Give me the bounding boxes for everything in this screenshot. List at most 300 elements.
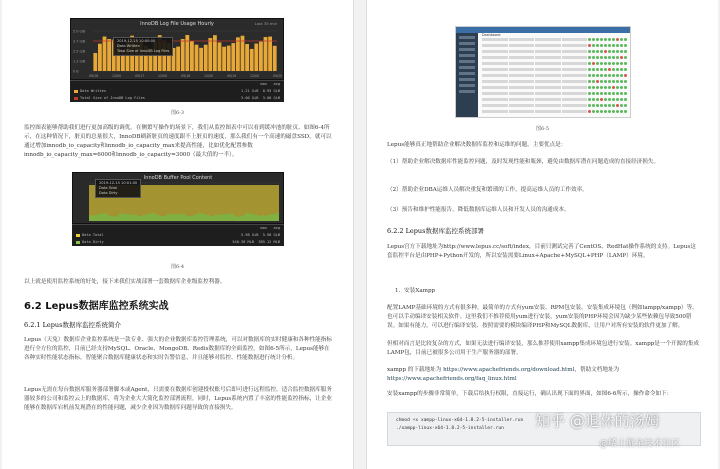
dashboard-cell — [509, 56, 535, 59]
series-name: Data Total — [82, 233, 104, 237]
status-dot — [620, 80, 623, 83]
status-dot — [600, 56, 603, 59]
dashboard-cell — [482, 104, 508, 107]
bar-series — [71, 19, 285, 81]
download-line — [387, 366, 701, 384]
status-dot — [620, 50, 623, 53]
chart-title: InnoDB Log File Usage Hourly — [140, 21, 214, 27]
subsection-heading: 6.2.2 Lepus数据库监控系统部署 — [387, 227, 484, 235]
bar — [245, 44, 249, 71]
figure3-legend-table — [70, 80, 284, 102]
status-dot — [612, 80, 615, 83]
bar — [227, 46, 231, 71]
legend-row — [72, 232, 284, 239]
status-dot — [596, 86, 599, 89]
status-dot — [604, 80, 607, 83]
status-dot — [596, 80, 599, 83]
bar — [254, 44, 258, 71]
chart-title: InnoDB Buffer Pool Content — [143, 175, 213, 181]
x-tick-label: 09/18 — [181, 74, 191, 78]
dashboard-cell — [535, 86, 561, 89]
x-tick-label: 12/00 — [158, 74, 168, 78]
status-dot — [588, 86, 591, 89]
dashboard-row — [482, 109, 627, 114]
status-dot — [600, 104, 603, 107]
status-dot — [612, 68, 615, 71]
paragraph: 安装xampp的步骤非常简单，下载后给执行权限，直接运行，确认出现下面的界面，如图6-6所示，操作命令如下： — [387, 391, 673, 397]
y-tick-label: 5.0 GiB — [73, 29, 86, 34]
dashboard-cell — [509, 62, 535, 65]
status-dot — [612, 44, 615, 47]
dashboard-cell — [535, 74, 561, 77]
status-dot — [604, 74, 607, 77]
dashboard-cell — [482, 92, 508, 95]
status-dot — [596, 92, 599, 95]
status-dot — [616, 80, 619, 83]
watermark-zhihu: 知乎 @退休的汤姆 — [535, 412, 660, 430]
paragraph: 配置LAMP基础环境的方式有很多种，最简单的方式有yum安装、RPM包安装、安装集成环境包（例如lampp/xampp）等。也可以手动编译安装相关软件。这里我们不推荐使用yum进行安装，yum安装的PHP环境会因为缺少某些依赖包导致500错误。如果有能力，可以进行编译安装、按照需要的模块编译PHP和MySQL数据库，让用户对所有安装的软件更加了解。 — [387, 305, 698, 329]
status-dot — [612, 50, 615, 53]
y-tick-label: 2.5 GiB — [73, 49, 86, 54]
bar — [208, 38, 212, 71]
status-dot — [620, 68, 623, 71]
dashboard-cell — [535, 50, 561, 53]
dashboard-cell — [509, 38, 535, 41]
status-dot — [604, 86, 607, 89]
status-dot — [620, 62, 623, 65]
status-dot — [588, 74, 591, 77]
status-dot — [592, 68, 595, 71]
col-max: max — [260, 226, 267, 230]
series-avg: 5.98 GiB — [262, 233, 280, 237]
hover-tooltip — [95, 179, 141, 198]
paragraph: 监控图表能够帮助我们进行更加高级的调优。在侧繁写操作的场景下，我们从监控图表中可以看到缓冲池的脏页、如图6-4所示，在这种情况下，脏页的总量很大，InnoDB刷新脏页的速度跟不上脏页的速度，那么我们有一个高速的磁盘SSD，就可以通过增加innodb_io_capacity和innodb_io_capacity_max来提高性能，比如优化配置参数innodb_io_capacity_max=6000和innodb_io_capacity=3000（最大值的一半）。 — [24, 125, 332, 158]
dashboard-cell — [562, 62, 588, 65]
status-dot — [624, 74, 627, 77]
status-dot — [624, 86, 627, 89]
status-dot — [624, 98, 627, 101]
status-dot — [604, 50, 607, 53]
figure4-legend-table — [72, 224, 284, 246]
status-dot — [596, 74, 599, 77]
x-tick-label: 12/00 — [112, 74, 122, 78]
status-dot — [604, 92, 607, 95]
dashboard-cell — [509, 80, 535, 83]
status-dot — [616, 92, 619, 95]
dashboard-cell — [482, 62, 508, 65]
dashboard-cell — [482, 98, 508, 101]
bar — [236, 37, 240, 71]
lepus-dashboard-screenshot — [455, 26, 631, 118]
dashboard-cell — [562, 74, 588, 77]
dashboard-cell — [562, 80, 588, 83]
dashboard-row — [482, 97, 627, 102]
status-dot — [600, 74, 603, 77]
series-max: 540.38 MiB — [232, 240, 255, 244]
status-dot — [596, 56, 599, 59]
legend-row — [72, 239, 284, 246]
series-name: Data Written — [80, 89, 106, 93]
dashboard-cell — [509, 92, 535, 95]
bar — [213, 35, 217, 71]
status-dot — [592, 98, 595, 101]
status-dot — [608, 80, 611, 83]
status-dot — [616, 104, 619, 107]
status-dot — [604, 98, 607, 101]
bar — [185, 35, 189, 71]
status-dot — [608, 68, 611, 71]
bar — [190, 41, 194, 71]
status-dot — [588, 92, 591, 95]
series-avg: 3.00 GiB — [262, 96, 280, 100]
bar — [204, 45, 208, 71]
paragraph: 但相对而言是比较复杂的方式，如果无法进行编译安装，那么推荐使用xampp集成环境包进行安装。xampp是一个开源的集成LAMP包，目前已被很多公司用于生产服务器的部署。 — [387, 341, 700, 356]
legend-row — [70, 95, 284, 102]
dashboard-row — [482, 85, 627, 90]
status-dot — [600, 68, 603, 71]
dashboard-cell — [482, 74, 508, 77]
status-dot — [624, 104, 627, 107]
paragraph: 以上就是使用监控系统的好处，接下来我们实战部署一套数据库企业级监控利器。 — [24, 279, 226, 285]
status-dot — [592, 56, 595, 59]
dashboard-cell — [509, 50, 535, 53]
status-dot — [620, 56, 623, 59]
x-tick-label: 12/00 — [204, 74, 214, 78]
series-max: 3.00 GiB — [241, 96, 259, 100]
status-dot — [620, 92, 623, 95]
section-heading: 6.2 Lepus数据库监控系统实战 — [24, 301, 169, 312]
status-dot — [588, 80, 591, 83]
dashboard-cell — [562, 68, 588, 71]
dashboard-cell — [535, 44, 561, 47]
status-dot — [624, 110, 627, 113]
status-dot — [608, 104, 611, 107]
dashboard-cell — [482, 86, 508, 89]
status-dot — [600, 92, 603, 95]
step-heading: 1．安装Xampp — [395, 288, 436, 294]
status-dot — [624, 80, 627, 83]
bar — [103, 37, 107, 71]
x-tick-label: 09/17 — [135, 74, 145, 78]
code-line: ./xampp-linux-x64-1.8.2-5-installer.run — [396, 426, 504, 431]
status-dot — [588, 38, 591, 41]
dashboard-cell — [535, 110, 561, 113]
dashboard-cell — [535, 92, 561, 95]
bar — [195, 45, 199, 71]
y-tick-label: 1.2 GiB — [73, 59, 86, 64]
status-dot — [604, 62, 607, 65]
chart-legend-note: Last 35 min — [254, 21, 277, 26]
x-tick-label: 09/19 — [227, 74, 237, 78]
y-tick-label: 0 B — [73, 69, 79, 74]
dashboard-row — [482, 79, 627, 84]
x-tick-label: 12/00 — [250, 74, 260, 78]
status-dot — [616, 62, 619, 65]
dashboard-cell — [509, 68, 535, 71]
status-dot — [624, 56, 627, 59]
bar — [98, 44, 102, 71]
status-dot — [612, 92, 615, 95]
dashboard-cell — [509, 98, 535, 101]
status-dot — [604, 68, 607, 71]
dashboard-cell — [562, 98, 588, 101]
paragraph: Lepus（天兔）数据库企业监控系统是一款专业、强大的企业数据库监控管理系统，可以对数据库的实时健康和各种性能指标进行全方位的监控，目前已经支持MySQL、Oracle、MongoDB、Redis数据库的全面监控。如图6-5所示，Lepus能够在各种实时性能状态指标，智能聚合数据库健康状态和实时告警信息，并且能够对监控、性能数据进行统计分析。 — [24, 337, 332, 361]
status-dot — [624, 44, 627, 47]
status-dot — [620, 86, 623, 89]
status-dot — [624, 92, 627, 95]
dashboard-row — [482, 55, 627, 60]
status-dot — [604, 110, 607, 113]
dashboard-cell — [509, 44, 535, 47]
dashboard-cell — [482, 38, 508, 41]
dashboard-cell — [509, 74, 535, 77]
status-dot — [596, 44, 599, 47]
hover-tooltip — [113, 37, 173, 56]
status-dot — [612, 104, 615, 107]
figure-innodb-log-usage-chart — [70, 18, 284, 80]
bar — [218, 42, 222, 71]
status-dot — [612, 56, 615, 59]
status-dot — [624, 38, 627, 41]
status-dot — [608, 44, 611, 47]
status-dot — [616, 98, 619, 101]
tooltip-line: Data Dirty — [99, 191, 118, 195]
tooltip-time: 2019-12-15 10:00:00 — [117, 39, 156, 43]
status-dot — [604, 56, 607, 59]
bar — [259, 42, 263, 71]
dashboard-cell — [482, 80, 508, 83]
status-dot — [620, 44, 623, 47]
dashboard-cell — [562, 104, 588, 107]
dashboard-row — [482, 49, 627, 54]
dashboard-cell — [509, 104, 535, 107]
status-dot — [592, 104, 595, 107]
bar — [181, 39, 185, 71]
dashboard-cell — [562, 38, 588, 41]
subsection-heading: 6.2.1 Lepus数据库监控系统简介 — [24, 321, 121, 329]
figure-caption: 图6-3 — [170, 110, 185, 116]
status-dot — [600, 86, 603, 89]
col-max: max — [260, 82, 267, 86]
bar — [107, 39, 111, 71]
status-dot — [596, 68, 599, 71]
series-swatch — [74, 90, 78, 93]
doc-link[interactable]: https://www.apachefriends.org/faq_linux.html — [387, 376, 517, 382]
status-dot — [596, 110, 599, 113]
status-dot — [624, 62, 627, 65]
dashboard-row — [482, 73, 627, 78]
status-dot — [588, 62, 591, 65]
paragraph: Lepus官方下载地址为http://www.lepus.cc/soft/index，目前只测试完善了CentOS、RedHat操作系统的支持。Lepus这套监控平台是由PHP+Python开发的，所以安装需要Linux+Apache+MySQL+PHP（LAMP）环境。 — [387, 244, 696, 259]
dashboard-row — [482, 37, 627, 42]
status-dot — [612, 38, 615, 41]
dashboard-cell — [562, 110, 588, 113]
dashboard-row — [482, 61, 627, 66]
tooltip-time: 2019-12-15 10:01:00 — [99, 181, 138, 185]
status-dot — [612, 86, 615, 89]
doc-prefix: ，帮助文档地址为 — [574, 367, 620, 373]
status-dot — [616, 86, 619, 89]
x-tick-label: 09/16 — [89, 74, 99, 78]
status-dot — [616, 44, 619, 47]
download-link[interactable]: https://www.apachefriends.org/download.html — [443, 367, 575, 373]
status-dot — [608, 98, 611, 101]
col-avg: avg — [273, 82, 280, 86]
dashboard-cell — [562, 44, 588, 47]
dashboard-cell — [482, 56, 508, 59]
status-dot — [608, 50, 611, 53]
status-dot — [608, 62, 611, 65]
status-dot — [608, 110, 611, 113]
dashboard-cell — [535, 62, 561, 65]
series-max: 5.98 GiB — [241, 233, 259, 237]
status-dot — [600, 50, 603, 53]
status-dot — [588, 56, 591, 59]
status-dot — [624, 68, 627, 71]
status-dot — [616, 38, 619, 41]
status-dot — [592, 44, 595, 47]
dashboard-cell — [509, 110, 535, 113]
status-dot — [608, 74, 611, 77]
figure-buffer-pool-chart — [72, 172, 284, 224]
status-dot — [616, 74, 619, 77]
status-dot — [608, 92, 611, 95]
x-tick-label: 09/20 — [273, 74, 283, 78]
download-prefix: xampp 的下载地址为 — [387, 367, 442, 373]
bar — [199, 48, 203, 71]
dashboard-row — [482, 103, 627, 108]
dashboard-title: Dashboard — [482, 33, 501, 37]
dashboard-cell — [562, 56, 588, 59]
status-dot — [616, 68, 619, 71]
status-dot — [588, 98, 591, 101]
status-dot — [608, 86, 611, 89]
status-dot — [588, 104, 591, 107]
status-dot — [612, 74, 615, 77]
dashboard-cell — [482, 110, 508, 113]
dashboard-cell — [535, 104, 561, 107]
status-dot — [592, 86, 595, 89]
status-dot — [592, 62, 595, 65]
status-dot — [596, 104, 599, 107]
dashboard-cell — [562, 50, 588, 53]
bar — [222, 47, 226, 71]
y-tick-label: 3.7 GiB — [73, 39, 86, 44]
status-dot — [588, 110, 591, 113]
paragraph: Lepus无需在每台数据库服务器部署脚本或Agent，只需要在数据库创建授权账号后即可进行远程监控，适合监控数据库服务器较多的公司和监控云上的数据库，将为企业大大简化监控部署流程。同时，Lepus系统内置了丰富的性能监控指标，让企业能够在数据库宕机前发现潜在的性能问题，减少企业因为数据库问题导致的直接损失。 — [24, 387, 332, 411]
status-dot — [588, 68, 591, 71]
series-name: Data Dirty — [82, 240, 104, 244]
status-dot — [592, 110, 595, 113]
status-dot — [600, 62, 603, 65]
dashboard-cell — [535, 80, 561, 83]
status-dot — [600, 98, 603, 101]
dashboard-cell — [535, 56, 561, 59]
status-dot — [620, 110, 623, 113]
status-dot — [588, 50, 591, 53]
status-dot — [612, 98, 615, 101]
bar — [250, 49, 254, 71]
dashboard-cell — [562, 92, 588, 95]
status-dot — [616, 56, 619, 59]
status-dot — [608, 38, 611, 41]
series-name: Total Size of InnoDB Log Files — [80, 96, 145, 100]
status-dot — [604, 38, 607, 41]
dashboard-cell — [482, 68, 508, 71]
legend-row — [70, 88, 284, 95]
dashboard-cell — [535, 38, 561, 41]
figure-caption: 图6-5 — [535, 126, 550, 132]
dashboard-cell — [535, 98, 561, 101]
col-avg: avg — [273, 226, 280, 230]
status-dot — [608, 56, 611, 59]
dashboard-row — [482, 43, 627, 48]
list-item: （3）预告和维护性能报告，降低数据库运维人员和开发人员的沟通成本。 — [387, 207, 570, 213]
status-dot — [620, 104, 623, 107]
bar — [268, 37, 272, 71]
series-swatch — [76, 234, 80, 237]
dashboard-cell — [535, 68, 561, 71]
series-avg: 0.95 GiB — [262, 89, 280, 93]
status-dot — [592, 38, 595, 41]
status-dot — [592, 74, 595, 77]
status-dot — [620, 98, 623, 101]
bar — [93, 53, 97, 71]
status-dot — [620, 38, 623, 41]
status-dot — [596, 50, 599, 53]
right-page — [366, 0, 718, 469]
list-item: （1）帮助企业解决数据库性能监控问题，及时发现性能和瓶颈，避免由数据库潜在问题造成的直接经济损失。 — [387, 159, 660, 165]
series-avg: 389.12 MiB — [258, 240, 280, 244]
status-dot — [616, 50, 619, 53]
bar — [231, 43, 235, 71]
left-page — [2, 0, 354, 469]
status-dot — [604, 44, 607, 47]
series-max: 1.21 GiB — [241, 89, 259, 93]
status-dot — [596, 98, 599, 101]
dashboard-row — [482, 67, 627, 72]
status-dot — [600, 80, 603, 83]
dashboard-status-grid — [482, 37, 627, 114]
app-sidebar — [456, 33, 478, 117]
status-dot — [612, 62, 615, 65]
bar — [273, 46, 277, 71]
bar — [264, 37, 268, 71]
series-swatch — [76, 241, 80, 244]
status-dot — [600, 44, 603, 47]
series-swatch — [74, 97, 78, 100]
tooltip-line: Data Written — [117, 44, 140, 48]
status-dot — [616, 110, 619, 113]
list-item: （2）帮助企业DBA运维人员解决重复和繁琐的工作，提高运维人员的工作效率。 — [387, 187, 588, 193]
status-dot — [624, 50, 627, 53]
status-dot — [620, 74, 623, 77]
status-dot — [600, 38, 603, 41]
dashboard-row — [482, 91, 627, 96]
status-dot — [588, 44, 591, 47]
status-dot — [596, 62, 599, 65]
status-dot — [592, 50, 595, 53]
status-dot — [612, 110, 615, 113]
status-dot — [592, 92, 595, 95]
dashboard-cell — [482, 44, 508, 47]
dashboard-cell — [509, 86, 535, 89]
paragraph: Lepus能够真正地帮助企业解决数据库监控和运维的问题，主要优点是： — [387, 142, 567, 148]
status-dot — [600, 110, 603, 113]
tooltip-line: Total Size of InnoDB Log Files — [117, 49, 170, 53]
code-line: chmod +x xampp-linux-x64-1.8.2-5-installer.run — [396, 418, 524, 423]
watermark-juejin: @稀土掘金技术社区 — [599, 439, 681, 449]
